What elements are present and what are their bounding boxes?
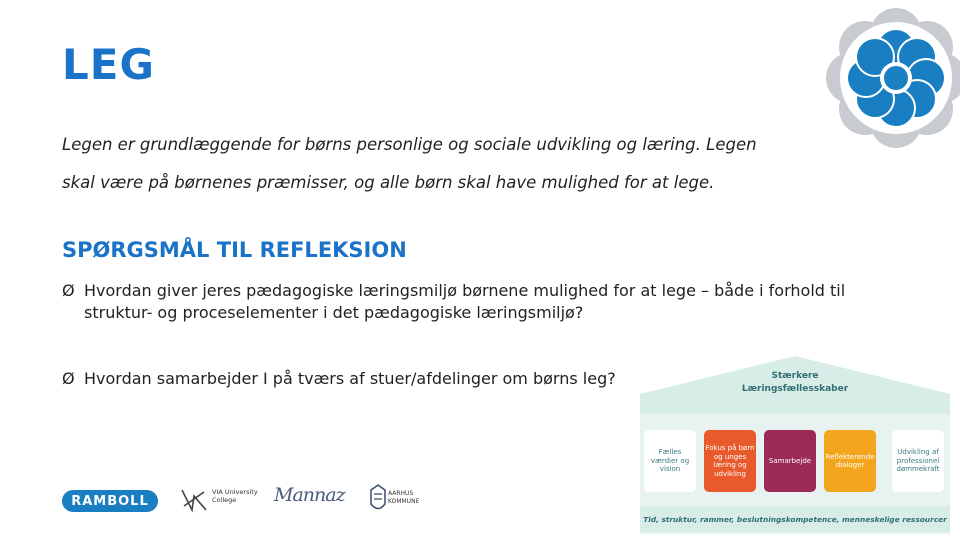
diagram-roof-label [640,370,950,396]
aarhus-line-1: AARHUS [388,490,414,497]
intro-text [62,126,802,202]
ramboll-logo: RAMBOLL [62,490,158,512]
pillar-collaboration: Samarbejde [764,430,816,492]
mannaz-logo: Mannaz [274,484,345,506]
via-logo-text [212,488,258,504]
intro-line-1: Legen er grundlæggende for børns personlige og sociale udvikling og læring. Legen [62,135,757,154]
aarhus-logo-text [388,490,419,506]
question-2-text: Hvordan samarbejder I på tværs af stuer/afdelinger om børns leg? [84,369,616,388]
via-college-logo [180,486,260,516]
pillar-shared-values: Fælles værdier og vision [644,430,696,492]
roof-line-2: Læringsfællesskaber [741,384,849,394]
flower-logo-icon [822,4,960,152]
pillar-reflective-dialogues: Reflekterende dialoger [824,430,876,492]
diagram-base: Tid, struktur, rammer, beslutningskompetence, menneskelige ressourcer [640,506,950,532]
pillar-professional-judgement: Udvikling af professionel dømmekraft [892,430,944,492]
intro-line-2: skal være på børnenes præmisser, og alle børn skal have mulighed for at lege. [62,173,715,192]
pillar-focus-learning: Fokus på børn og unges læring og udvikling [704,430,756,492]
via-line-1: VIA University [212,488,258,496]
aarhus-line-2: KOMMUNE [388,498,420,505]
section-heading: SPØRGSMÅL TIL REFLEKSION [62,238,407,262]
question-2 [62,368,682,390]
question-1 [62,280,892,324]
question-1-text: Hvordan giver jeres pædagogiske læringsmiljø børnene mulighed for at lege – både i forhold til struktur- og proceselementer i det pædagogiske læringsmiljø? [84,281,846,322]
via-logo-icon [180,486,208,514]
roof-line-1: Stærkere [771,371,819,381]
via-line-2: College [212,496,237,504]
slide-title: LEG [62,40,155,89]
arrow-bullet-icon: Ø [62,281,75,300]
aarhus-crest-icon [370,484,386,514]
aarhus-kommune-logo [370,484,440,516]
arrow-bullet-icon: Ø [62,369,75,388]
learning-communities-diagram [640,356,950,534]
